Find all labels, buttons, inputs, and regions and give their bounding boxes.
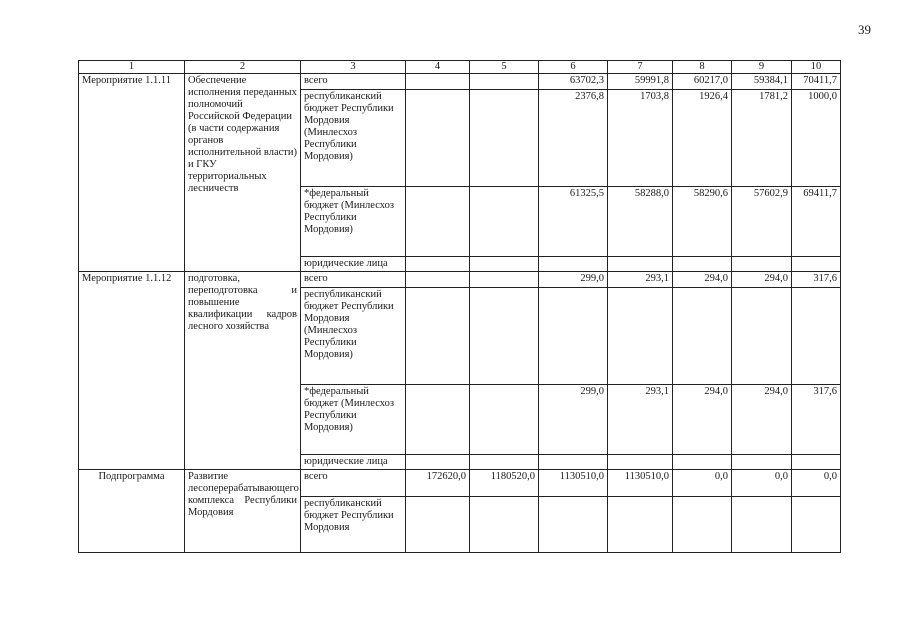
value-cell xyxy=(406,455,470,470)
value-cell xyxy=(470,497,539,553)
value-cell xyxy=(673,455,732,470)
value-cell: 59991,8 xyxy=(608,74,673,90)
value-cell xyxy=(470,385,539,455)
value-cell: 0,0 xyxy=(792,470,841,497)
table-row xyxy=(79,470,841,497)
value-cell xyxy=(792,288,841,385)
value-cell xyxy=(732,455,792,470)
value-cell xyxy=(406,497,470,553)
value-cell xyxy=(470,90,539,187)
value-cell xyxy=(406,257,470,272)
column-header: 7 xyxy=(608,61,673,74)
value-cell xyxy=(673,257,732,272)
value-cell xyxy=(732,497,792,553)
funding-source: *федеральный бюджет (Минлесхоз Республики Мордовия) xyxy=(301,385,406,455)
value-cell xyxy=(470,288,539,385)
value-cell: 1926,4 xyxy=(673,90,732,187)
value-cell xyxy=(608,497,673,553)
header-row xyxy=(79,61,841,74)
value-cell: 293,1 xyxy=(608,272,673,288)
activity-description: подготовка, переподготовка и повышение квалификации кадров лесного хозяйства xyxy=(185,272,301,470)
activity-name: Мероприятие 1.1.12 xyxy=(79,272,185,470)
value-cell: 58290,6 xyxy=(673,187,732,257)
budget-table xyxy=(78,60,841,553)
value-cell xyxy=(470,272,539,288)
value-cell xyxy=(539,257,608,272)
value-cell: 1130510,0 xyxy=(539,470,608,497)
value-cell: 294,0 xyxy=(732,272,792,288)
column-header: 8 xyxy=(673,61,732,74)
value-cell: 1180520,0 xyxy=(470,470,539,497)
funding-source: республиканский бюджет Республики Мордовия (Минлесхоз Республики Мордовия) xyxy=(301,90,406,187)
value-cell: 1781,2 xyxy=(732,90,792,187)
value-cell xyxy=(608,257,673,272)
column-header: 3 xyxy=(301,61,406,74)
value-cell: 294,0 xyxy=(673,272,732,288)
activity-description: Обеспечение исполнения переданных полномочий Российской Федерации (в части содержания органов исполнительной власти) и ГКУ территориальных лесничеств xyxy=(185,74,301,272)
value-cell: 59384,1 xyxy=(732,74,792,90)
subprogram-description: Развитие лесоперерабатывающего комплекса Республики Мордовия xyxy=(185,470,301,553)
value-cell xyxy=(792,455,841,470)
value-cell xyxy=(539,497,608,553)
value-cell xyxy=(470,455,539,470)
value-cell: 69411,7 xyxy=(792,187,841,257)
value-cell xyxy=(673,497,732,553)
column-header: 6 xyxy=(539,61,608,74)
value-cell xyxy=(732,257,792,272)
value-cell xyxy=(608,455,673,470)
value-cell: 299,0 xyxy=(539,272,608,288)
column-header: 1 xyxy=(79,61,185,74)
value-cell: 317,6 xyxy=(792,272,841,288)
value-cell: 294,0 xyxy=(673,385,732,455)
table-row xyxy=(79,74,841,90)
value-cell: 1130510,0 xyxy=(608,470,673,497)
value-cell: 294,0 xyxy=(732,385,792,455)
value-cell: 0,0 xyxy=(673,470,732,497)
value-cell xyxy=(406,385,470,455)
funding-source: всего xyxy=(301,272,406,288)
funding-source: республиканский бюджет Республики Мордовия (Минлесхоз Республики Мордовия) xyxy=(301,288,406,385)
value-cell xyxy=(406,272,470,288)
column-header: 10 xyxy=(792,61,841,74)
page-number: 39 xyxy=(858,22,871,37)
value-cell xyxy=(792,257,841,272)
funding-source: республиканский бюджет Республики Мордовия xyxy=(301,497,406,553)
value-cell xyxy=(470,257,539,272)
value-cell: 0,0 xyxy=(732,470,792,497)
funding-source: юридические лица xyxy=(301,257,406,272)
value-cell xyxy=(732,288,792,385)
column-header: 5 xyxy=(470,61,539,74)
value-cell xyxy=(608,288,673,385)
value-cell xyxy=(539,455,608,470)
value-cell: 1703,8 xyxy=(608,90,673,187)
column-header: 9 xyxy=(732,61,792,74)
column-header: 2 xyxy=(185,61,301,74)
funding-source: юридические лица xyxy=(301,455,406,470)
value-cell: 317,6 xyxy=(792,385,841,455)
value-cell xyxy=(539,288,608,385)
value-cell: 293,1 xyxy=(608,385,673,455)
value-cell xyxy=(470,74,539,90)
value-cell: 172620,0 xyxy=(406,470,470,497)
value-cell xyxy=(470,187,539,257)
value-cell: 70411,7 xyxy=(792,74,841,90)
activity-name: Мероприятие 1.1.11 xyxy=(79,74,185,272)
value-cell xyxy=(406,288,470,385)
funding-source: *федеральный бюджет (Минлесхоз Республики Мордовия) xyxy=(301,187,406,257)
value-cell: 1000,0 xyxy=(792,90,841,187)
value-cell xyxy=(792,497,841,553)
value-cell xyxy=(406,187,470,257)
value-cell: 58288,0 xyxy=(608,187,673,257)
column-header: 4 xyxy=(406,61,470,74)
value-cell xyxy=(406,74,470,90)
subprogram-name: Подпрограмма xyxy=(79,470,185,553)
funding-source: всего xyxy=(301,74,406,90)
value-cell: 57602,9 xyxy=(732,187,792,257)
table-row xyxy=(79,272,841,288)
value-cell: 61325,5 xyxy=(539,187,608,257)
funding-source: всего xyxy=(301,470,406,497)
value-cell: 63702,3 xyxy=(539,74,608,90)
value-cell: 2376,8 xyxy=(539,90,608,187)
value-cell: 60217,0 xyxy=(673,74,732,90)
value-cell xyxy=(673,288,732,385)
value-cell: 299,0 xyxy=(539,385,608,455)
value-cell xyxy=(406,90,470,187)
